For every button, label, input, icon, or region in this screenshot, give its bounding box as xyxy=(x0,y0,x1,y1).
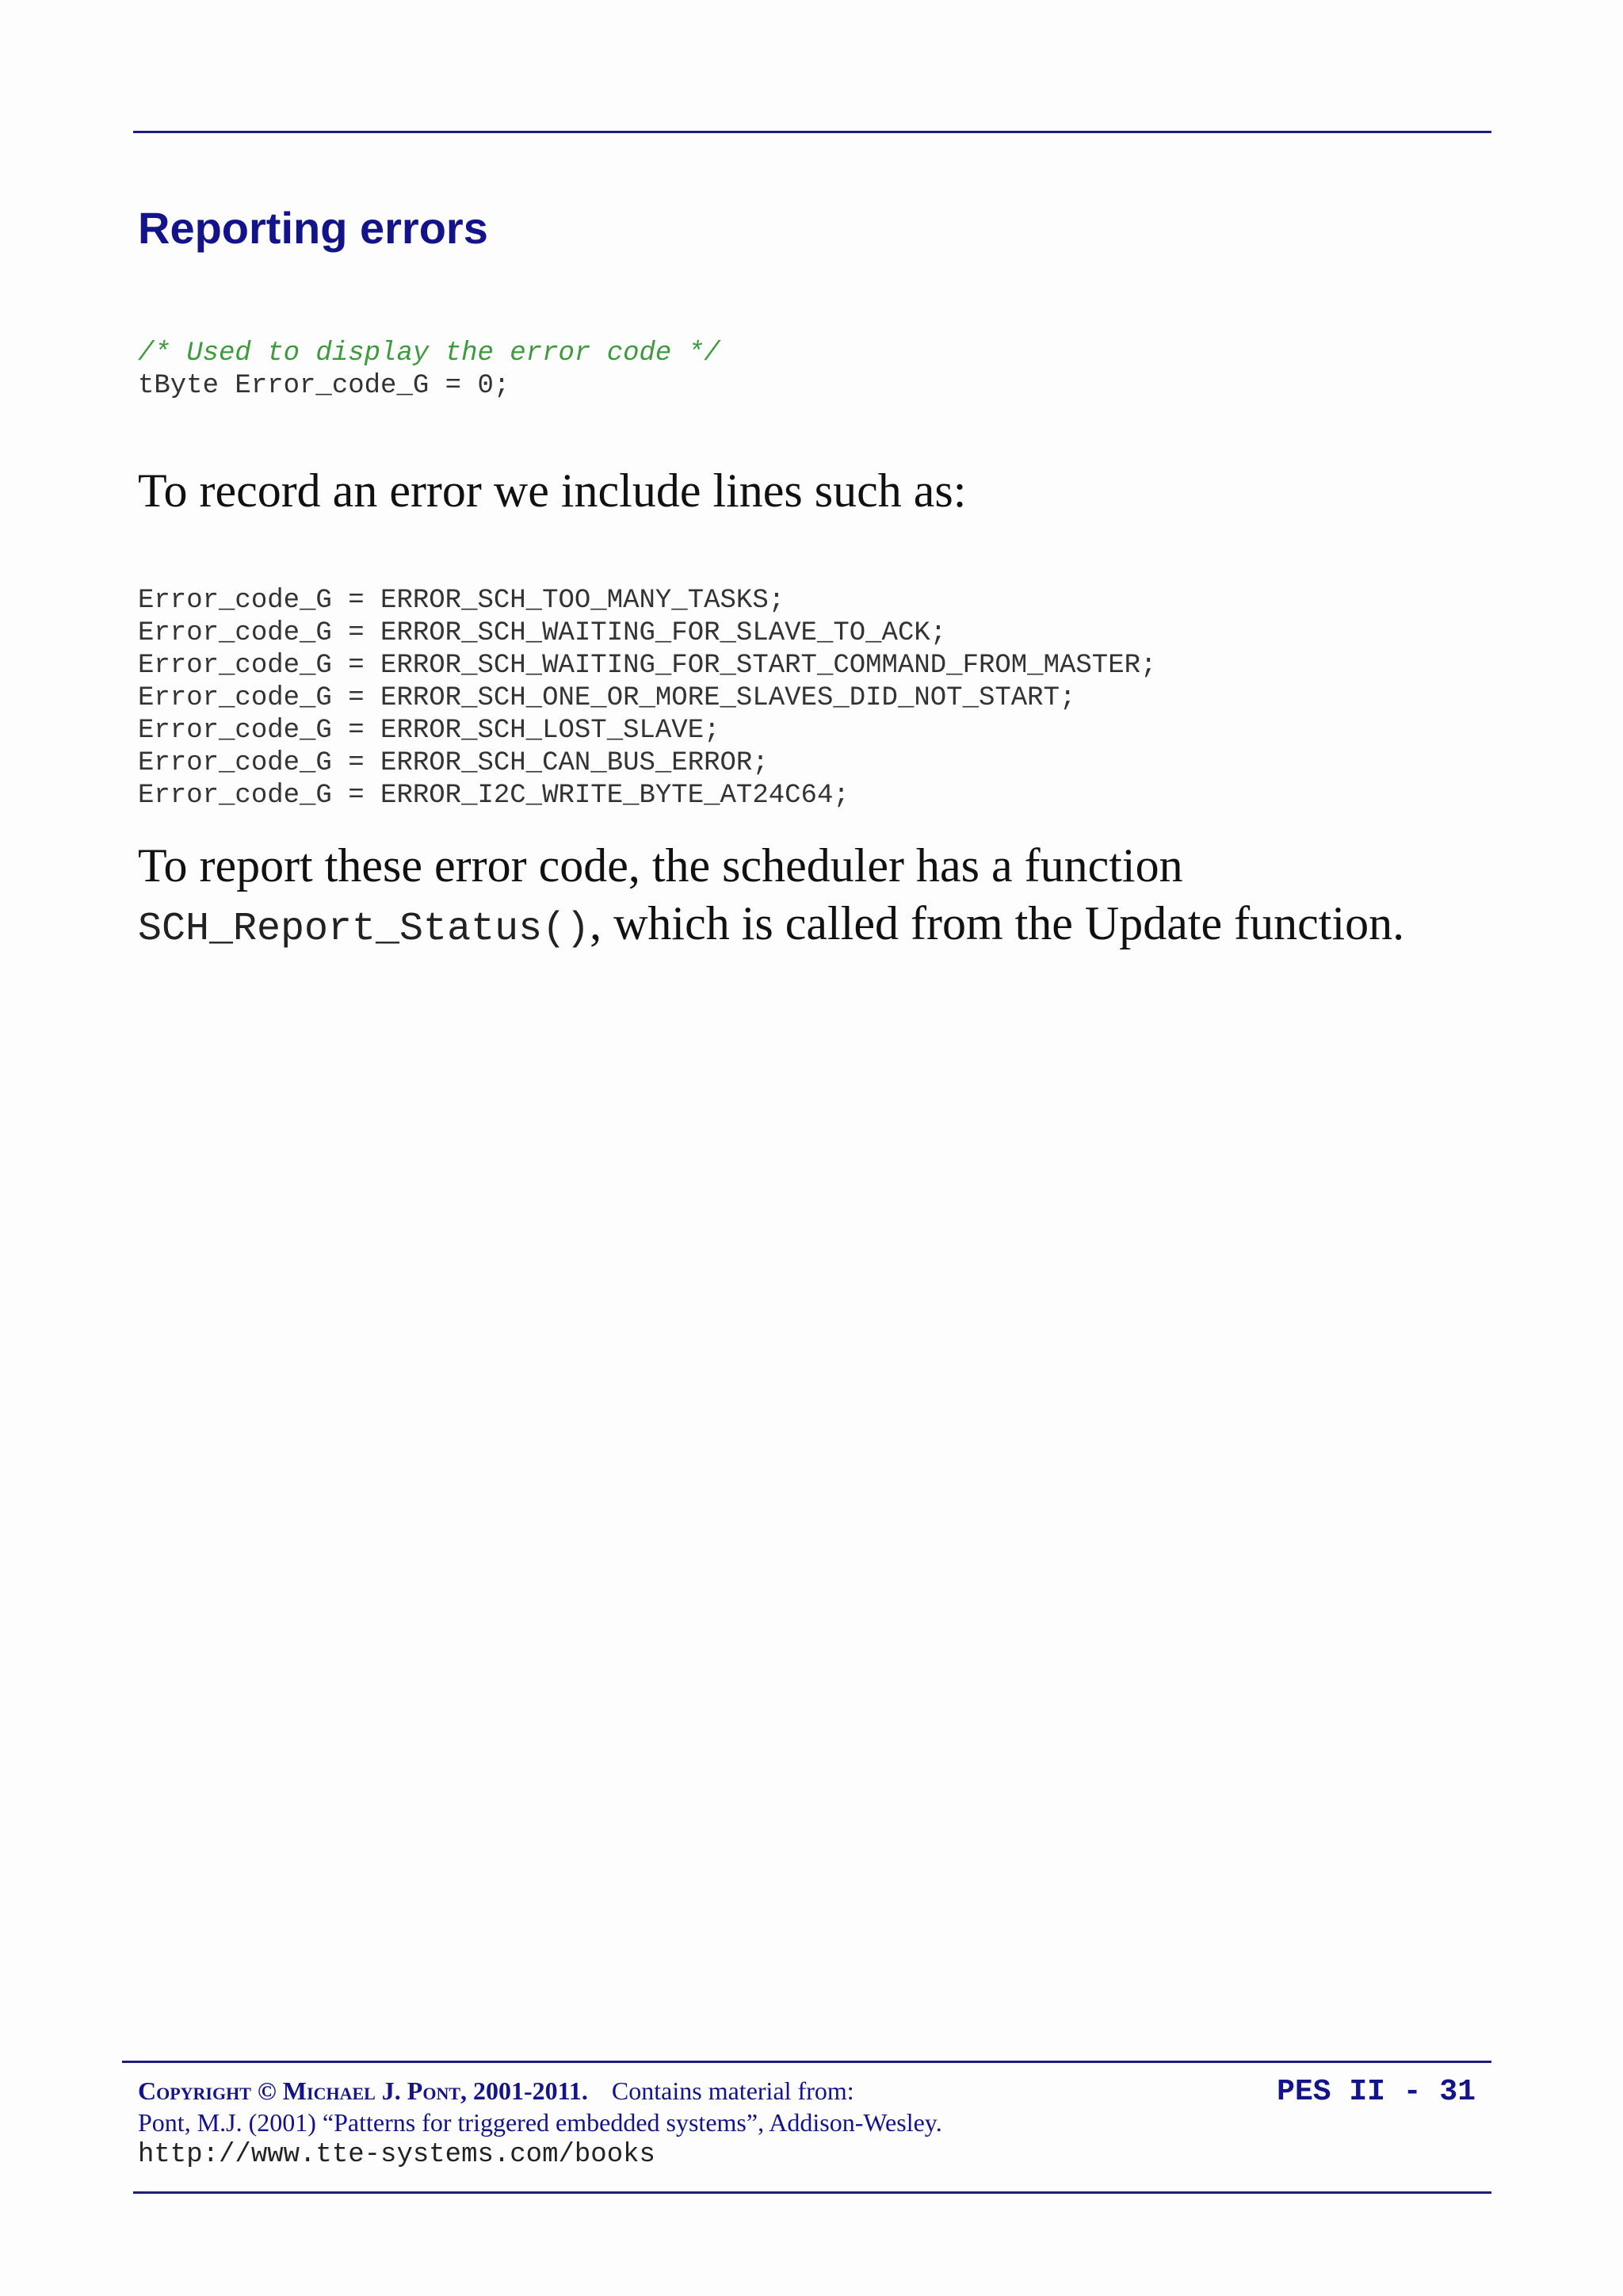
code-line: Error_code_G = ERROR_SCH_TOO_MANY_TASKS; xyxy=(138,586,785,616)
code-line: Error_code_G = ERROR_SCH_CAN_BUS_ERROR; xyxy=(138,748,769,778)
code-line: Error_code_G = ERROR_SCH_LOST_SLAVE; xyxy=(138,716,720,746)
paragraph-text: , which is called from the Update function. xyxy=(590,897,1405,949)
header-rule xyxy=(133,131,1491,133)
footer-copyright-line xyxy=(138,2076,854,2106)
footer-contains: Contains material from: xyxy=(611,2076,854,2105)
code-line: Error_code_G = ERROR_SCH_ONE_OR_MORE_SLAVES_DID_NOT_START; xyxy=(138,683,1076,713)
footer-copyright: Copyright © Michael J. Pont, 2001-2011. xyxy=(138,2076,588,2105)
footer-rule-top xyxy=(122,2061,1491,2063)
inline-code-function: SCH_Report_Status() xyxy=(138,907,590,952)
paragraph-text: To report these error code, the scheduler has a function xyxy=(138,839,1183,892)
paragraph-report-status xyxy=(138,837,1564,958)
code-line: tByte Error_code_G = 0; xyxy=(138,371,510,401)
code-line: Error_code_G = ERROR_I2C_WRITE_BYTE_AT24C64; xyxy=(138,781,850,811)
code-block-error-assignments xyxy=(138,552,1156,845)
footer-rule-bottom xyxy=(133,2191,1491,2194)
code-line: Error_code_G = ERROR_SCH_WAITING_FOR_SLAVE_TO_ACK; xyxy=(138,618,947,648)
footer-url: http://www.tte-systems.com/books xyxy=(138,2140,655,2170)
paragraph-record-error: To record an error we include lines such as: xyxy=(138,464,967,517)
code-comment: /* Used to display the error code */ xyxy=(138,338,720,369)
code-line: Error_code_G = ERROR_SCH_WAITING_FOR_START_COMMAND_FROM_MASTER; xyxy=(138,651,1157,681)
page-title: Reporting errors xyxy=(138,203,488,253)
page-number: PES II - 31 xyxy=(1277,2075,1476,2109)
code-block-declaration xyxy=(138,338,720,403)
footer-citation: Pont, M.J. (2001) “Patterns for triggered embedded systems”, Addison-Wesley. xyxy=(138,2108,942,2137)
